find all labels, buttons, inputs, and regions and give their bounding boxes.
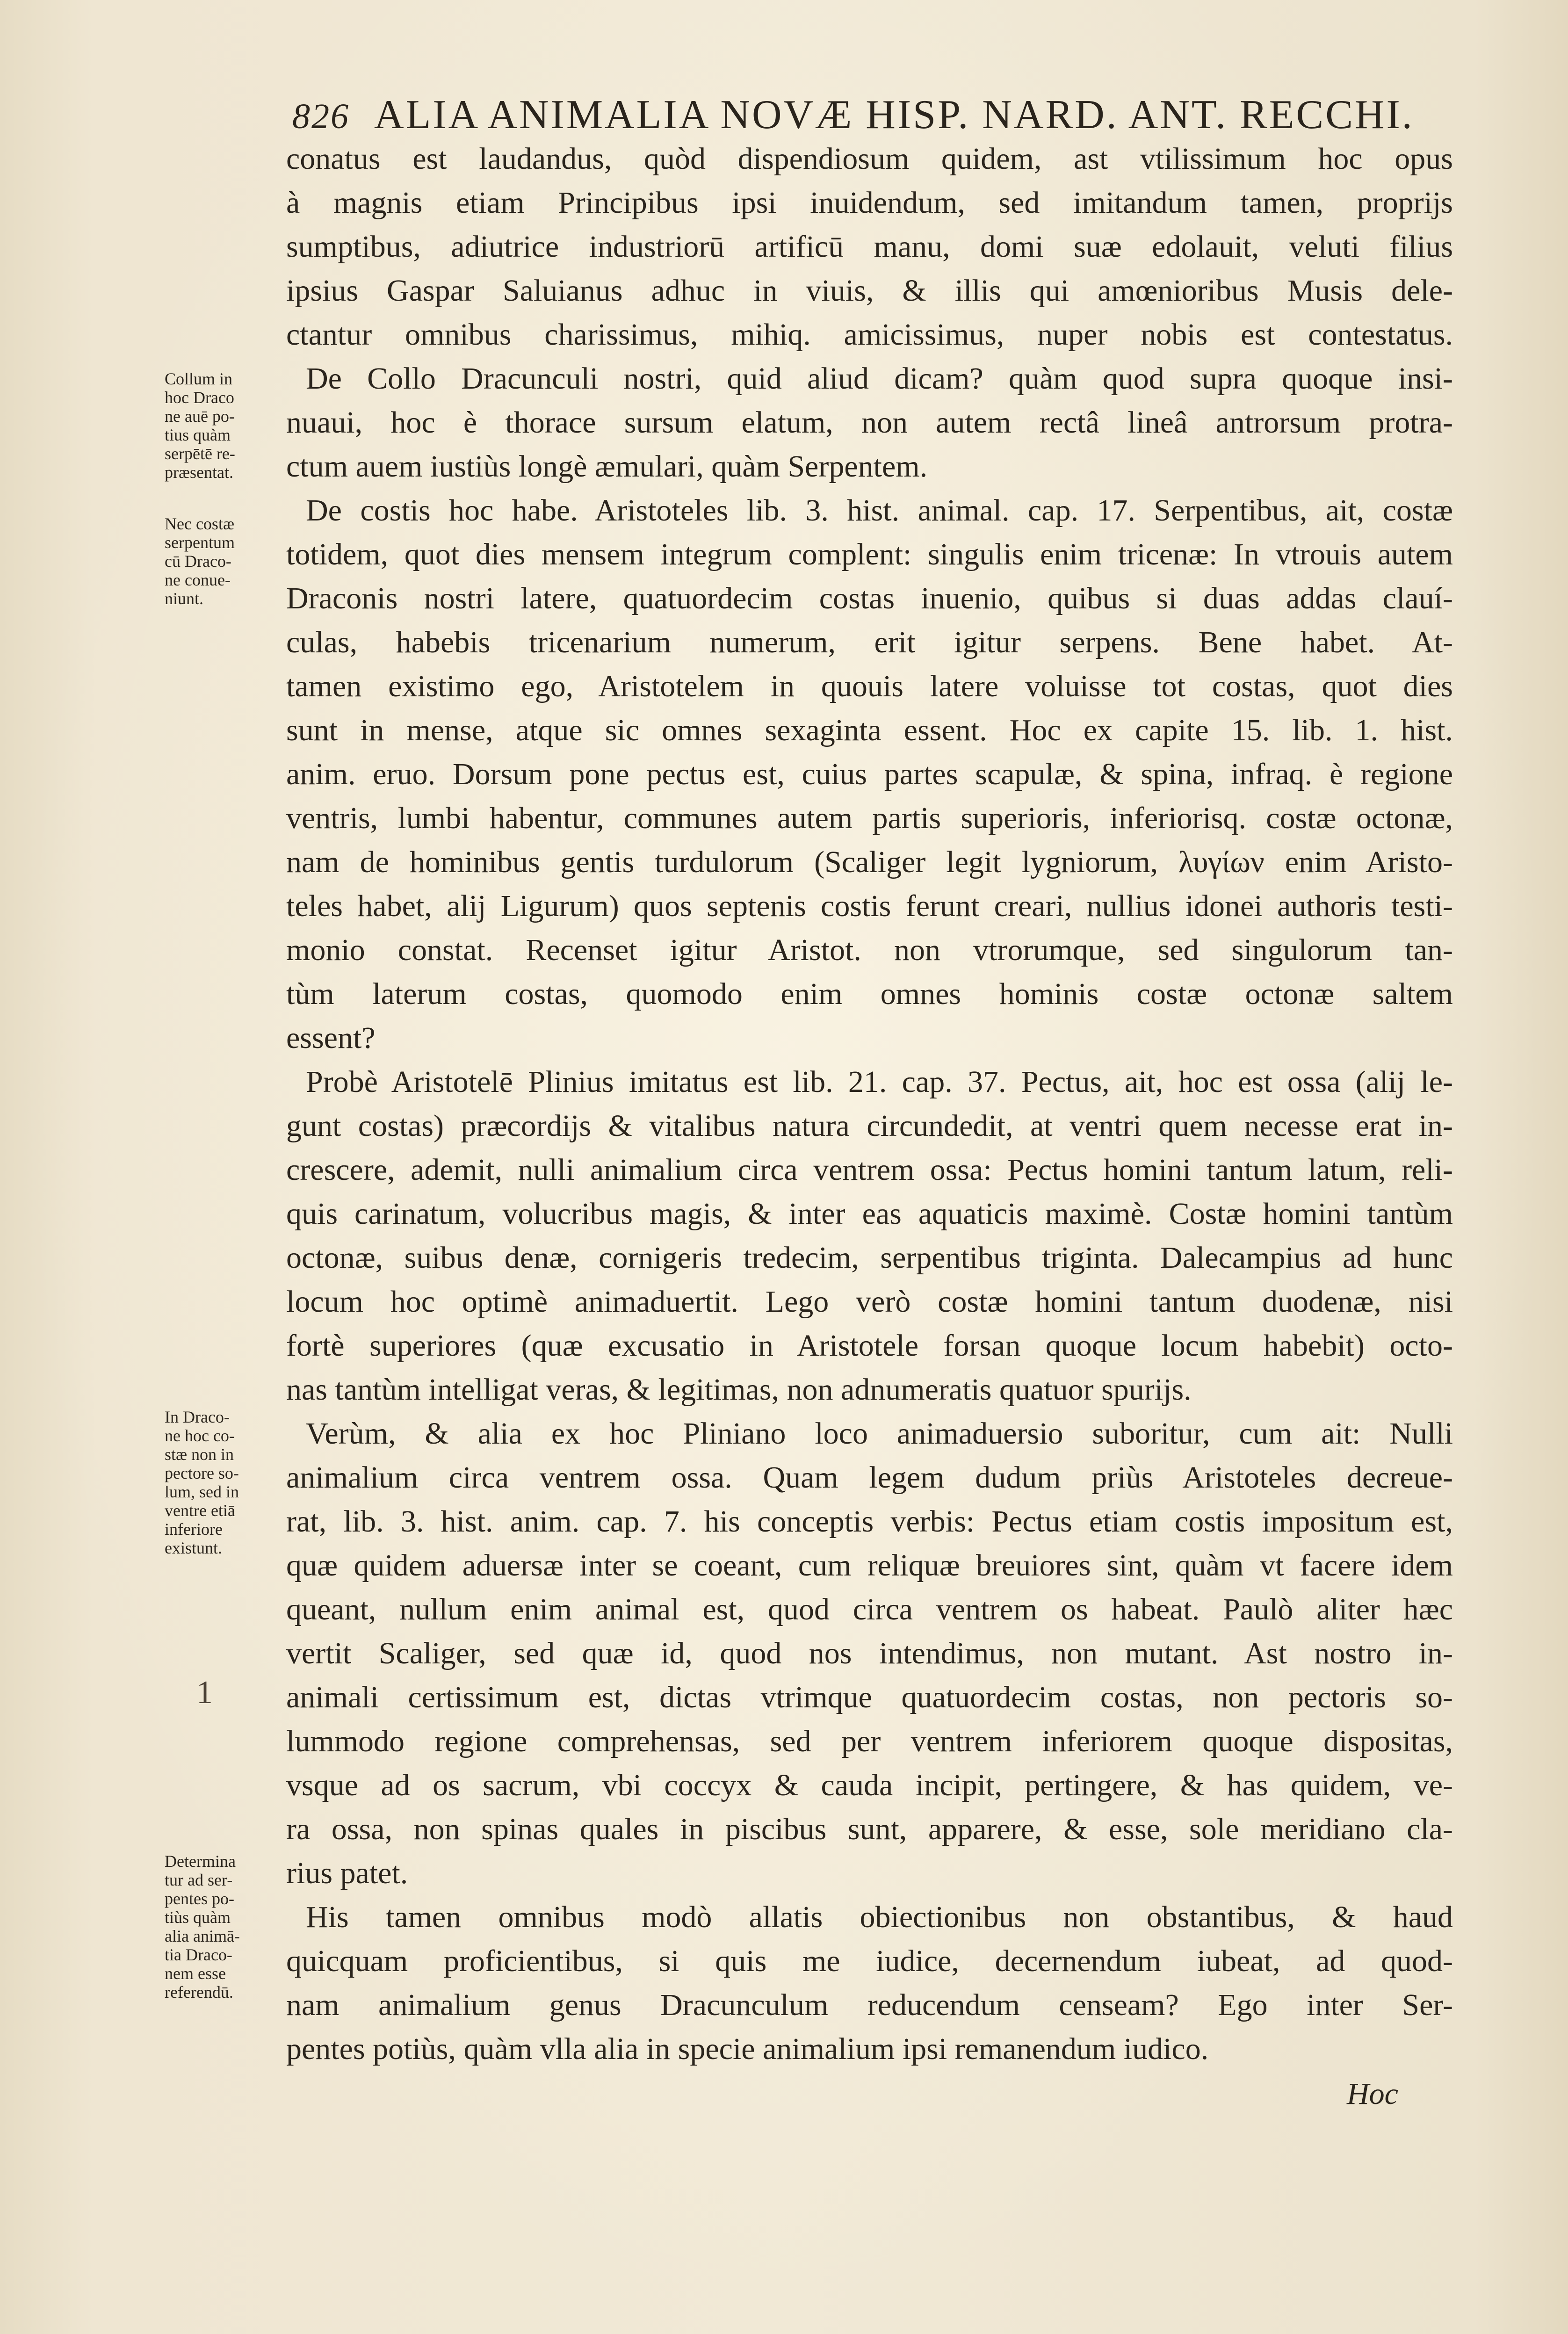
text-line: locum hoc optimè animaduertit. Lego verò costæ homini tantum duodenæ, nisi (286, 1285, 1453, 1319)
text-line: ctantur omnibus charissimus, mihiq. amicissimus, nuper nobis est contestatus. (286, 318, 1453, 352)
text-line: conatus est laudandus, quòd dispendiosum quidem, ast vtilissimum hoc opus (286, 142, 1453, 176)
stray-mark: 1 (196, 1675, 213, 1711)
catchword: Hoc (1347, 2077, 1398, 2111)
text-line: lummodo regione comprehensas, sed per ventrem inferiorem quoque dispositas, (286, 1724, 1453, 1758)
margin-note-line: ne conue- (165, 571, 231, 589)
text-line: gunt costas) præcordijs & vitalibus natura circundedit, at ventri quem necesse erat in- (286, 1109, 1453, 1143)
text-line: Draconis nostri latere, quatuordecim costas inuenio, quibus si duas addas clauí- (286, 581, 1453, 615)
text-line: ctum auem iustiùs longè æmulari, quàm Serpentem. (286, 449, 928, 484)
text-line: ipsius Gaspar Saluianus adhuc in viuis, & illis qui amœnioribus Musis dele- (286, 274, 1453, 308)
text-line: à magnis etiam Principibus ipsi inuidendum, sed imitandum tamen, proprijs (286, 186, 1453, 220)
margin-note-line: In Draco- (165, 1408, 230, 1426)
running-head (292, 91, 1433, 143)
text-line: Probè Aristotelē Plinius imitatus est lib. 21. cap. 37. Pectus, ait, hoc est ossa (alij le- (306, 1065, 1453, 1099)
text-line: essent? (286, 1021, 376, 1055)
text-line: nam de hominibus gentis turdulorum (Scaliger legit lygniorum, λυγίων enim Aristo- (286, 845, 1453, 879)
text-line: fortè superiores (quæ excusatio in Aristotele forsan quoque locum habebit) octo- (286, 1329, 1453, 1363)
margin-note-line: cū Draco- (165, 552, 231, 571)
text-line: Verùm, & alia ex hoc Pliniano loco animaduersio suboritur, cum ait: Nulli (306, 1416, 1453, 1451)
text-line: totidem, quot dies mensem integrum complent: singulis enim tricenæ: In vtrouis autem (286, 537, 1453, 571)
margin-note-line: tia Draco- (165, 1945, 232, 1964)
text-line: quæ quidem aduersæ inter se coeant, cum reliquæ breuiores sint, quàm vt facere idem (286, 1548, 1453, 1582)
margin-note-line: Nec costæ (165, 514, 234, 533)
text-line: sumptibus, adiutrice industriorū artificū manu, domi suæ edolauit, veluti filius (286, 230, 1453, 264)
text-line: quis carinatum, volucribus magis, & inter eas aquaticis maximè. Costæ homini tantùm (286, 1197, 1453, 1231)
margin-note-line: tur ad ser- (165, 1871, 233, 1889)
text-line: quicquam proficientibus, si quis me iudice, decernendum iubeat, ad quod- (286, 1944, 1453, 1978)
running-title: ALIA ANIMALIA NOVÆ HISP. NARD. ANT. RECCHI. (374, 92, 1414, 137)
margin-note-line: præsentat. (165, 463, 233, 482)
margin-note-line: lum, sed in (165, 1482, 239, 1501)
text-line: vertit Scaliger, sed quæ id, quod nos intendimus, non mutant. Ast nostro in- (286, 1636, 1453, 1670)
margin-note-line: inferiore (165, 1520, 223, 1539)
margin-note-line: nem esse (165, 1964, 226, 1983)
text-line: animali certissimum est, dictas vtrimque quatuordecim costas, non pectoris so- (286, 1680, 1453, 1714)
text-line: culas, habebis tricenarium numerum, erit igitur serpens. Bene habet. At- (286, 625, 1453, 659)
text-line: His tamen omnibus modò allatis obiectionibus non obstantibus, & haud (306, 1900, 1453, 1934)
text-line: monio constat. Recenset igitur Aristot. non vtrorumque, sed singulorum tan- (286, 933, 1453, 967)
text-line: rat, lib. 3. hist. anim. cap. 7. his conceptis verbis: Pectus etiam costis impositum est, (286, 1504, 1453, 1539)
text-line: octonæ, suibus denæ, cornigeris tredecim, serpentibus triginta. Dalecampius ad hunc (286, 1241, 1453, 1275)
margin-note-line: serpētē re- (165, 444, 235, 463)
text-line: vsque ad os sacrum, vbi coccyx & cauda incipit, pertingere, & has quidem, ve- (286, 1768, 1453, 1802)
margin-note-line: niunt. (165, 589, 204, 608)
margin-note-line: tiùs quàm (165, 1908, 231, 1927)
text-line: nam animalium genus Dracunculum reducendum censeam? Ego inter Ser- (286, 1988, 1453, 2022)
text-line: crescere, ademit, nulli animalium circa ventrem ossa: Pectus homini tantum latum, reli- (286, 1153, 1453, 1187)
margin-note-line: Collum in (165, 369, 233, 388)
text-line: pentes potiùs, quàm vlla alia in specie animalium ipsi remanendum iudico. (286, 2032, 1209, 2066)
text-line: sunt in mense, atque sic omnes sexaginta essent. Hoc ex capite 15. lib. 1. hist. (286, 713, 1453, 747)
text-line: nuaui, hoc è thorace sursum elatum, non autem rectâ lineâ antrorsum protra- (286, 405, 1453, 440)
margin-note-line: serpentum (165, 533, 235, 552)
text-line: tùm laterum costas, quomodo enim omnes hominis costæ octonæ saltem (286, 977, 1453, 1011)
margin-note-line: pectore so- (165, 1464, 239, 1482)
margin-note-line: existunt. (165, 1539, 222, 1557)
margin-note-line: ne auē po- (165, 407, 235, 426)
text-line: animalium circa ventrem ossa. Quam legem dudum priùs Aristoteles decreue- (286, 1460, 1453, 1495)
text-line: nas tantùm intelligat veras, & legitimas, non adnumeratis quatuor spurijs. (286, 1373, 1192, 1407)
margin-note-line: ne hoc co- (165, 1426, 235, 1445)
margin-note-line: ventre etiā (165, 1501, 235, 1520)
margin-note-line: hoc Draco (165, 388, 234, 407)
margin-note-line: Determina (165, 1852, 236, 1871)
text-line: De Collo Dracunculi nostri, quid aliud dicam? quàm quod supra quoque insi- (306, 361, 1453, 396)
text-line: tamen existimo ego, Aristotelem in quouis latere voluisse tot costas, quot dies (286, 669, 1453, 703)
margin-note-line: tius quàm (165, 426, 231, 444)
text-line: teles habet, alij Ligurum) quos septenis costis ferunt creari, nullius idonei authoris testi- (286, 889, 1453, 923)
text-line: anim. eruo. Dorsum pone pectus est, cuius partes scapulæ, & spina, infraq. è regione (286, 757, 1453, 791)
text-line: rius patet. (286, 1856, 408, 1890)
text-line: De costis hoc habe. Aristoteles lib. 3. hist. animal. cap. 17. Serpentibus, ait, costæ (306, 493, 1453, 527)
text-line: ventris, lumbi habentur, communes autem partis superioris, inferiorisq. costæ octonæ, (286, 801, 1453, 835)
margin-note-line: pentes po- (165, 1889, 234, 1908)
margin-note-line: referendū. (165, 1983, 233, 2002)
text-line: ra ossa, non spinas quales in piscibus sunt, apparere, & esse, sole meridiano cla- (286, 1812, 1453, 1846)
margin-note-line: alia animā- (165, 1927, 240, 1945)
margin-note-line: stæ non in (165, 1445, 234, 1464)
page-number: 826 (292, 97, 350, 136)
text-line: queant, nullum enim animal est, quod circa ventrem os habeat. Paulò aliter hæc (286, 1592, 1453, 1626)
